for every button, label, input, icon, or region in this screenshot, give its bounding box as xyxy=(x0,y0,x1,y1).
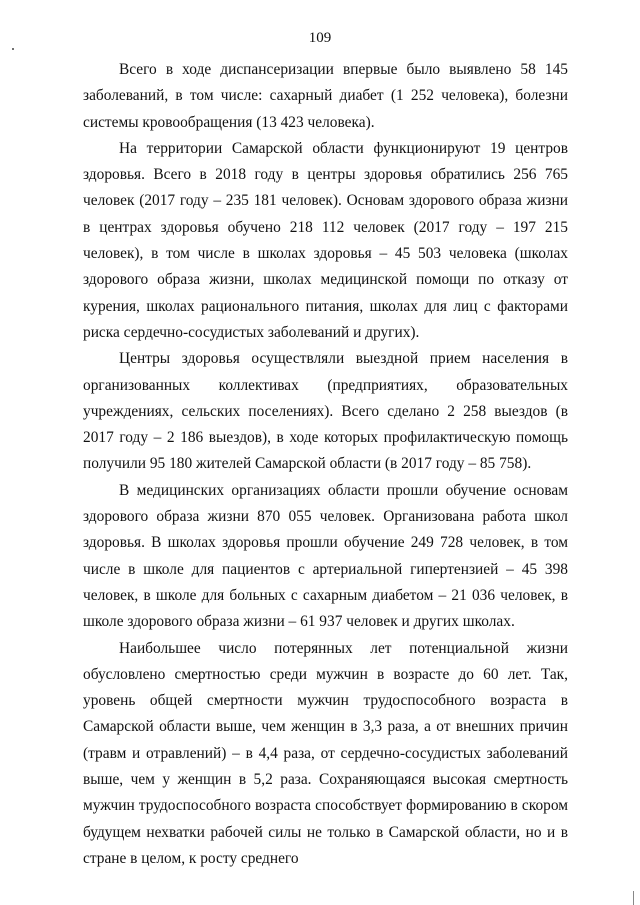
paragraph-male-mortality: Наибольшее число потерянных лет потенциальной жизни обусловлено смертностью среди мужчин в возрасте до 60 лет. Так, уровень общей смертности мужчин трудоспособного возраста в Самарской области выше, чем женщин в 3,3 раза, а от внешних причин (травм и отравлений) – в 4,4 раза, от сердечно-сосудистых заболеваний выше, чем у женщин в 5,2 раза. Сохраняющаяся высокая смертность мужчин трудоспособного возраста способствует формированию в скором будущем нехватки рабочей силы не только в Самарской области, но и в стране в целом, к росту среднего xyxy=(83,639,568,867)
scan-speck xyxy=(12,48,14,50)
paragraph-field-visits: Центры здоровья осуществляли выездной прием населения в организованных коллективах (предприятиях, образовательных учреждениях, сельских поселениях). Всего сделано 2 258 выездов (в 2017 году – 2 186 выездов), в ходе которых профилактическую помощь получили 95 180 жителей Самарской области (в 2017 году – 85 758). xyxy=(83,350,568,473)
page-number: 109 xyxy=(308,30,332,46)
paragraph-dispensary-results: Всего в ходе диспансеризации впервые было выявлено 58 145 заболеваний, в том числе: сахарный диабет (1 252 человека), болезни системы кровообращения (13 423 человека). xyxy=(83,61,568,131)
page-body xyxy=(83,57,568,872)
scan-edge-mark xyxy=(633,891,634,905)
paragraph-health-schools: В медицинских организациях области прошли обучение основам здорового образа жизни 870 055 человек. Организована работа школ здоровья. В школах здоровья прошли обучение 249 728 человек, в том числе в школе для пациентов с артериальной гипертензией – 45 398 человек, в школе для больных с сахарным диабетом – 21 036 человек, в школе здорового образа жизни – 61 937 человек и других школах. xyxy=(83,481,568,631)
paragraph-health-centers: На территории Самарской области функционируют 19 центров здоровья. Всего в 2018 году в центры здоровья обратились 256 765 человек (2017 году – 235 181 человек). Основам здорового образа жизни в центрах здоровья обучено 218 112 человек (2017 году – 197 215 человек), в том числе в школах здоровья – 45 503 человека (школах здорового образа жизни, школах медицинской помощи по отказу от курения, школах рационального питания, школах для лиц с факторами риска сердечно-сосудистых заболеваний и других). xyxy=(83,139,568,341)
